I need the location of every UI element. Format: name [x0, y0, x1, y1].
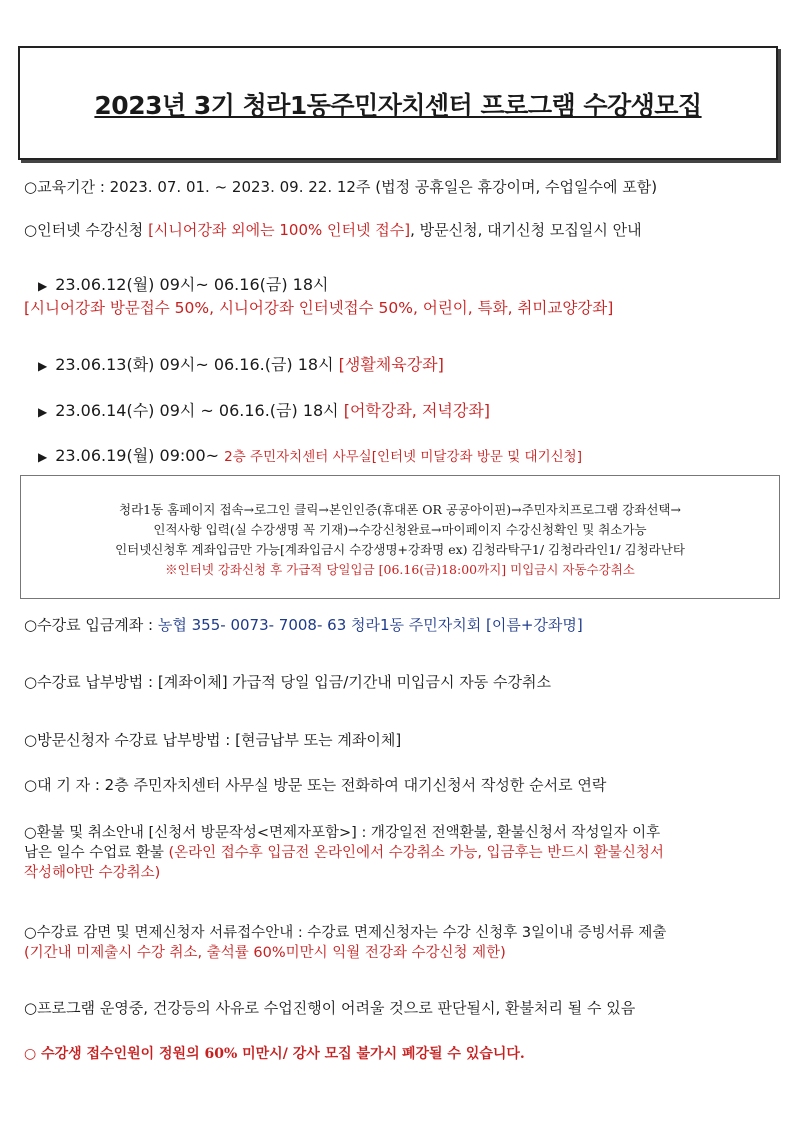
- internet-application: [24, 219, 642, 240]
- program-note: ○프로그램 운영중, 건강등의 사유로 수업진행이 어려울 것으로 판단될시, 환불처리 될 수 있음: [24, 999, 636, 1017]
- guide-line-2: 인적사항 입력(실 수강생명 꼭 기재)→수강신청완료→마이페이지 수강신청확인 및 취소가능: [153, 522, 647, 537]
- schedule-date: 23.06.13(화) 09시~ 06.16.(금) 18시: [55, 355, 339, 374]
- guide-line-3: 인터넷신청후 계좌입금만 가능[계좌입금시 수강생명+강좌명 ex) 김청라탁구1/ 김청라라인1/ 김청라난타: [115, 542, 685, 557]
- arrow-right-icon: ▶: [38, 450, 48, 464]
- title-box: [18, 46, 778, 160]
- discount-line-2: (기간내 미제출시 수강 취소, 출석률 60%미만시 익월 전강좌 수강신청 제한): [24, 945, 506, 961]
- closing-notice: ○ 수강생 접수인원이 정원의 60% 미만시/ 강사 모집 불가시 폐강될 수 있습니다.: [24, 1046, 525, 1062]
- page-title: 2023년 3기 청라1동주민자치센터 프로그램 수강생모집: [94, 91, 702, 120]
- schedule-note-1: [시니어강좌 방문접수 50%, 시니어강좌 인터넷접수 50%, 어린이, 특화, 취미교양강좌]: [24, 299, 614, 317]
- schedule-date: 23.06.14(수) 09시 ~ 06.16.(금) 18시: [55, 401, 344, 420]
- arrow-right-icon: ▶: [38, 359, 48, 373]
- account-label: ○수강료 입금계좌 :: [24, 616, 158, 634]
- schedule-date: 23.06.19(월) 09:00~: [55, 446, 225, 465]
- refund-line-3: 작성해야만 수강취소): [24, 865, 161, 881]
- visit-payment-method: ○방문신청자 수강료 납부방법 : [현금납부 또는 계좌이체]: [24, 731, 402, 749]
- schedule-date: 23.06.12(월) 09시~ 06.16(금) 18시: [55, 275, 329, 294]
- account-value: 농협 355- 0073- 7008- 63 청라1동 주민자치회 [이름+강좌명]: [157, 616, 583, 634]
- internet-prefix: ○인터넷 수강신청: [24, 221, 149, 239]
- schedule-item-3: [38, 398, 490, 421]
- application-guide-box: [20, 475, 780, 599]
- internet-note: [시니어강좌 외에는 100% 인터넷 접수]: [148, 221, 411, 239]
- payment-method: ○수강료 납부방법 : [계좌이체] 가급적 당일 입금/기간내 미입금시 자동 수강취소: [24, 673, 552, 691]
- refund-text: 남은 일수 수업료 환불: [24, 845, 169, 861]
- payment-account: [24, 614, 583, 635]
- schedule-item-2: [38, 352, 444, 375]
- refund-line-1: ○환불 및 취소안내 [신청서 방문작성<면제자포함>] : 개강일전 전액환불, 환불신청서 작성일자 이후: [24, 825, 661, 841]
- arrow-right-icon: ▶: [38, 279, 48, 293]
- refund-line-2: [24, 841, 664, 862]
- schedule-item-4: [38, 443, 582, 466]
- guide-line-1: 청라1동 홈페이지 접속→로그인 클릭→본인인증(휴대폰 OR 공공아이핀)→주민자치프로그램 강좌선택→: [119, 502, 681, 517]
- waiting-list-info: ○대 기 자 : 2층 주민자치센터 사무실 방문 또는 전화하여 대기신청서 작성한 순서로 연락: [24, 776, 607, 794]
- internet-suffix: , 방문신청, 대기신청 모집일시 안내: [410, 221, 642, 239]
- schedule-item-1: [38, 272, 328, 295]
- schedule-note: [어학강좌, 저녁강좌]: [343, 401, 491, 420]
- schedule-note: [생활체육강좌]: [338, 355, 444, 374]
- guide-line-4: ※인터넷 강좌신청 후 가급적 당일입금 [06.16(금)18:00까지] 미입금시 자동수강취소: [165, 562, 635, 577]
- refund-note: (온라인 접수후 입금전 온라인에서 수강취소 가능, 입금후는 반드시 환불신청서: [168, 845, 664, 861]
- schedule-note: 2층 주민자치센터 사무실[인터넷 미달강좌 방문 및 대기신청]: [224, 449, 582, 465]
- discount-line-1: ○수강료 감면 및 면제신청자 서류접수안내 : 수강료 면제신청자는 수강 신청후 3일이내 증빙서류 제출: [24, 925, 667, 941]
- arrow-right-icon: ▶: [38, 405, 48, 419]
- education-period: ○교육기간 : 2023. 07. 01. ~ 2023. 09. 22. 12주 (법정 공휴일은 휴강이며, 수업일수에 포함): [24, 178, 658, 196]
